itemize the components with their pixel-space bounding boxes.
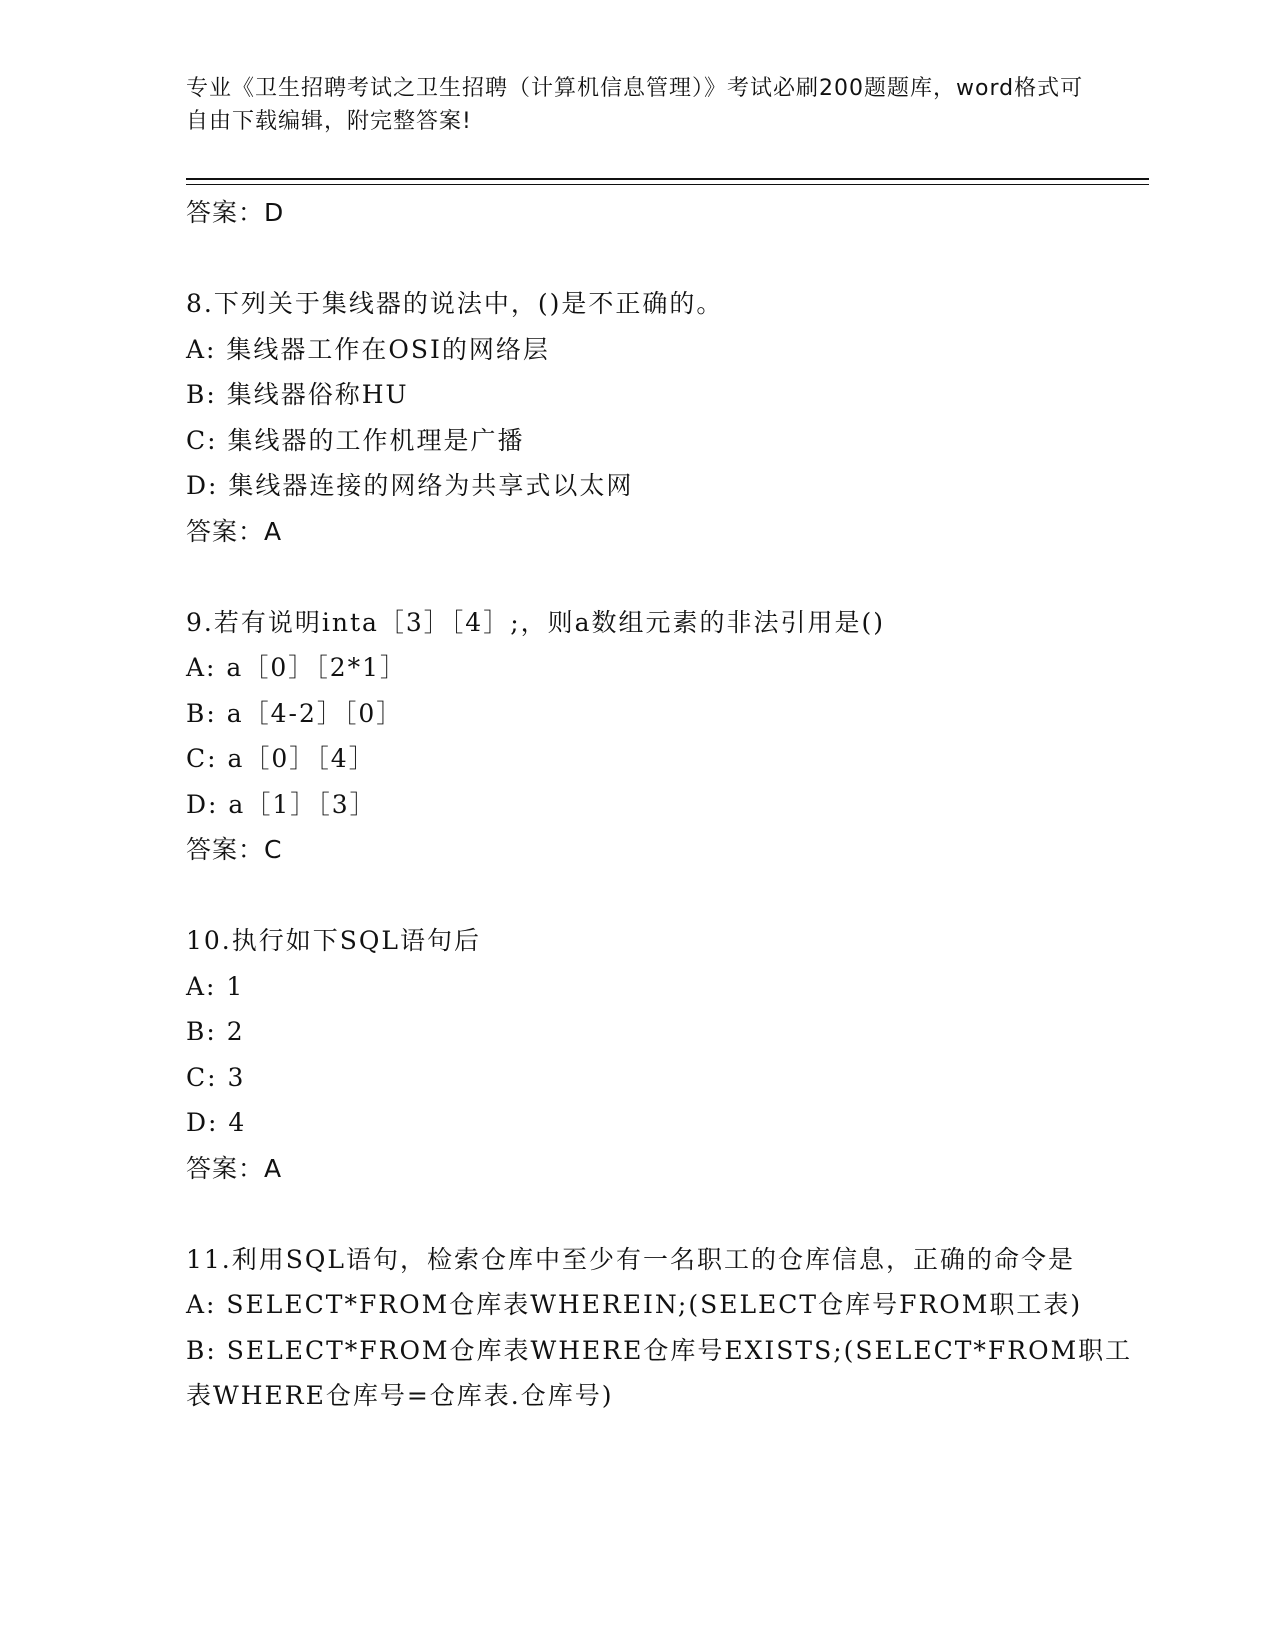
option-a: A: a［0］［2*1］ xyxy=(186,653,408,682)
question-11 xyxy=(186,1237,1146,1419)
option-a: A: SELECT*FROM仓库表WHEREIN;(SELECT仓库号FROM职工表) xyxy=(186,1290,1083,1319)
option-b: B: SELECT*FROM仓库表WHERE仓库号EXISTS;(SELECT*FROM职工表WHERE仓库号=仓库表.仓库号) xyxy=(186,1335,1133,1410)
question-9 xyxy=(186,600,1146,873)
option-b: B: a［4-2］［0］ xyxy=(186,698,404,728)
answer-line: 答案：A xyxy=(186,1153,283,1183)
option-c: C: a［0］［4］ xyxy=(186,744,376,773)
option-a: A: 1 xyxy=(186,971,245,1001)
question-title: 10.执行如下SQL语句后 xyxy=(186,926,481,955)
option-d: D: 4 xyxy=(186,1108,247,1137)
question-10 xyxy=(186,918,1146,1191)
question-title: 9.若有说明inta［3］［4］;，则a数组元素的非法引用是() xyxy=(186,607,886,637)
option-b: B: 集线器俗称HU xyxy=(186,380,409,409)
answer-line: 答案：A xyxy=(186,516,283,546)
answer-line: 答案：C xyxy=(186,835,283,864)
content-area xyxy=(186,190,1146,1419)
question-title: 8.下列关于集线器的说法中，()是不正确的。 xyxy=(186,289,724,318)
option-d: D: a［1］［3］ xyxy=(186,789,377,819)
option-d: D: 集线器连接的网络为共享式以太网 xyxy=(186,471,634,500)
question-title: 11.利用SQL语句，检索仓库中至少有一名职工的仓库信息，正确的命令是 xyxy=(186,1244,1075,1274)
header-rule-thick xyxy=(186,178,1149,180)
option-b: B: 2 xyxy=(186,1017,245,1046)
option-a: A: 集线器工作在OSI的网络层 xyxy=(186,334,550,364)
document-header: 专业《卫生招聘考试之卫生招聘（计算机信息管理）》考试必刷200题题库，word格式可自由下载编辑，附完整答案! xyxy=(186,76,1084,134)
answer-line: 答案：D xyxy=(186,198,285,227)
option-c: C: 集线器的工作机理是广播 xyxy=(186,425,525,455)
question-8 xyxy=(186,281,1146,554)
header-rule-thin xyxy=(186,184,1149,185)
option-c: C: 3 xyxy=(186,1062,246,1092)
